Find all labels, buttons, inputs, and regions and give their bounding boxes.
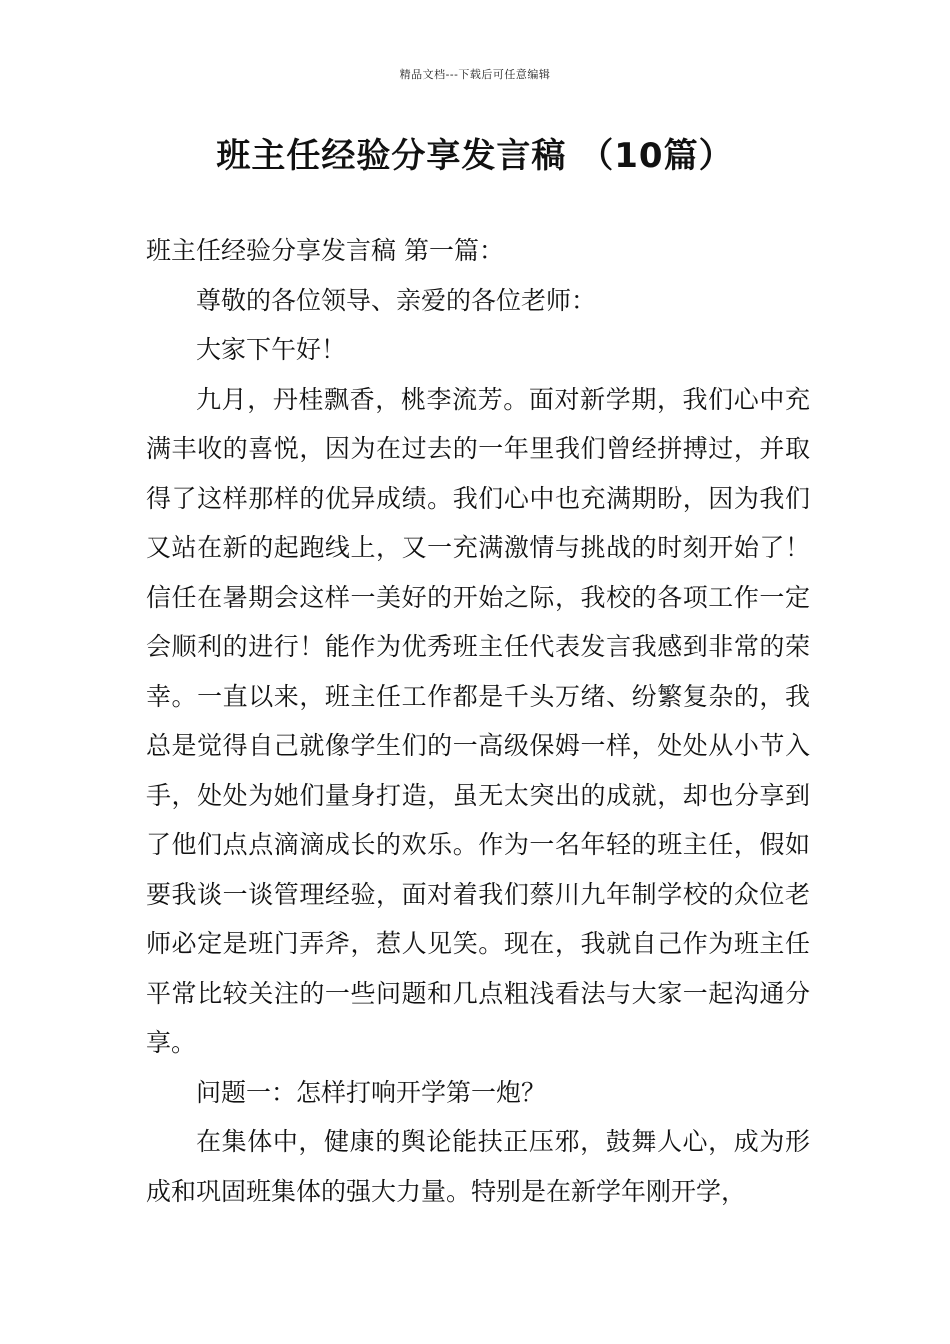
greeting: 大家下午好！ xyxy=(196,335,347,364)
paragraph-2: 在集体中，健康的舆论能扶正压邪，鼓舞人心，成为形成和巩固班集体的强大力量。特别是在新学年刚开学， xyxy=(146,1127,810,1206)
question-1: 问题一：怎样打响开学第一炮？ xyxy=(196,1077,547,1107)
section-heading: 班主任经验分享发言稿 第一篇： xyxy=(146,236,504,265)
document-body xyxy=(146,226,810,1216)
salutation: 尊敬的各位领导、亲爱的各位老师： xyxy=(196,285,597,315)
header-note: 精品文档---下载后可任意编辑 xyxy=(399,68,551,81)
document-title: 班主任经验分享发言稿 （10篇） xyxy=(216,136,734,176)
paragraph-1: 九月，丹桂飘香，桃李流芳。面对新学期，我们心中充满丰收的喜悦，因为在过去的一年里我们曾经拼搏过，并取得了这样那样的优异成绩。我们心中也充满期盼，因为我们又站在新的起跑线上，又一充满激情与挑战的时刻开始了！信任在暑期会这样一美好的开始之际，我校的各项工作一定会顺利的进行！能作为优秀班主任代表发言我感到非常的荣幸。一直以来，班主任工作都是千头万绪、纷繁复杂的，我总是觉得自己就像学生们的一高级保姆一样，处处从小节入手，处处为她们量身打造，虽无太突出的成就，却也分享到了他们点点滴滴成长的欢乐。作为一名年轻的班主任，假如要我谈一谈管理经验，面对着我们蔡川九年制学校的众位老师必定是班门弄斧，惹人见笑。现在，我就自己作为班主任平常比较关注的一些问题和几点粗浅看法与大家一起沟通分享。 xyxy=(146,384,810,1057)
